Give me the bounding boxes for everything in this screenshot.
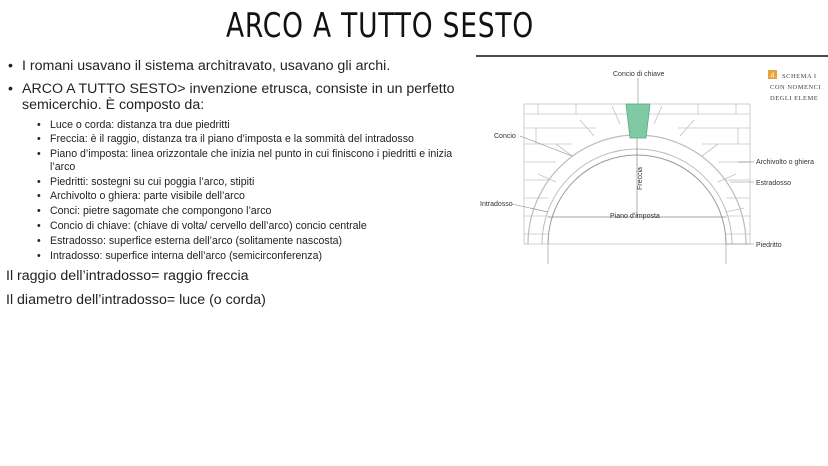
schema-number: 4 <box>770 72 775 80</box>
piers <box>548 244 726 264</box>
keystone <box>626 104 650 138</box>
list-item <box>36 205 476 218</box>
label-archivolto: Archivolto o ghiera <box>756 159 814 166</box>
sub-bullet-text: Estradosso: superfice esterna dell’arco (solitamente nascosta) <box>50 234 343 247</box>
list-item <box>36 176 476 189</box>
list-item <box>36 250 476 263</box>
bullet-text: I romani usavano il sistema architravato, usavano gli archi. <box>22 58 391 74</box>
sub-bullet-list <box>22 119 476 263</box>
label-estradosso: Estradosso <box>756 180 792 187</box>
sub-bullet-text: Piedritti: sostegni su cui poggia l’arco, stipiti <box>50 175 255 188</box>
bullet-text: ARCO A TUTTO SESTO> invenzione etrusca, consiste in un perfetto semicerchio. È composto da: <box>22 80 455 113</box>
list-item <box>36 133 476 146</box>
arch-svg <box>476 52 828 272</box>
main-bullet-list <box>6 58 476 262</box>
sub-bullet-text: Piano d’imposta: linea orizzontale che inizia nel punto in cui finiscono i piedritti e inizia l’arco <box>50 148 453 173</box>
label-piano-imposta: Piano d’imposta <box>610 213 660 220</box>
list-item <box>6 58 476 75</box>
diameter-line: Il diametro dell’intradosso= luce (o corda) <box>6 292 266 309</box>
sub-bullet-text: Archivolto o ghiera: parte visibile dell’arco <box>50 190 245 203</box>
list-item <box>6 81 476 263</box>
sub-bullet-text: Freccia: è il raggio, distanza tra il piano d’imposta e la sommità del intradosso <box>50 133 414 146</box>
sub-bullet-text: Intradosso: superfice interna dell’arco (semicirconferenza) <box>50 249 323 262</box>
list-item <box>36 235 476 248</box>
label-freccia: Freccia <box>637 167 644 190</box>
label-concio-di-chiave: Concio di chiave <box>613 71 665 78</box>
sub-bullet-text: Luce o corda: distanza tra due piedritti <box>50 118 230 131</box>
list-item <box>36 190 476 203</box>
list-item <box>36 220 476 233</box>
sub-bullet-text: Conci: pietre sagomate che compongono l’arco <box>50 205 272 218</box>
label-piedritto: Piedritto <box>756 242 782 249</box>
schema-line-3: DEGLI ELEME <box>770 95 819 102</box>
label-concio: Concio <box>494 133 516 140</box>
arch-diagram <box>476 52 828 272</box>
label-intradosso: Intradosso <box>480 201 513 208</box>
list-item <box>36 148 476 174</box>
schema-line-1: SCHEMA I <box>782 73 817 80</box>
page-title: ARCO A TUTTO SESTO <box>225 6 535 46</box>
list-item <box>36 119 476 132</box>
text-content <box>6 58 476 309</box>
sub-bullet-text: Concio di chiave: (chiave di volta/ cervello dell’arco) concio centrale <box>50 220 367 233</box>
schema-line-2: CON NOMENCI <box>770 84 822 91</box>
radius-line: Il raggio dell’intradosso= raggio freccia <box>6 268 249 285</box>
